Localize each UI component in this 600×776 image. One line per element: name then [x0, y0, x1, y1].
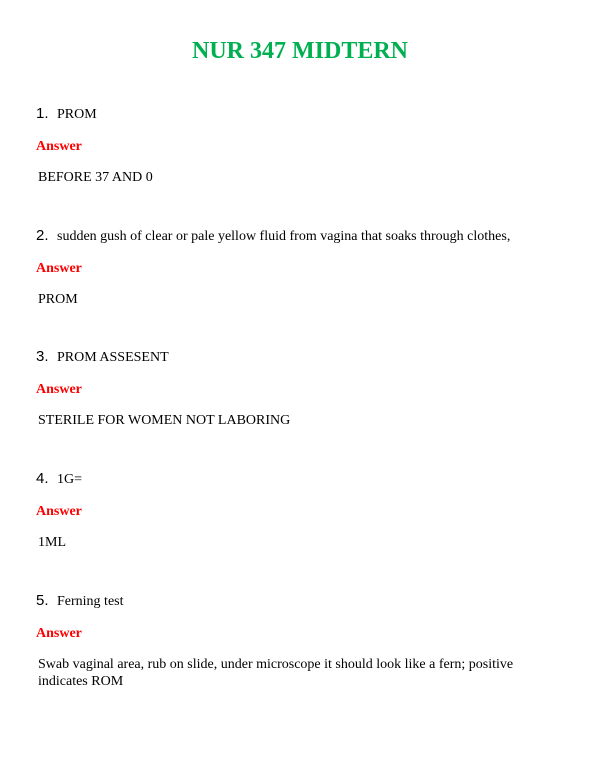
question-number: 3. — [36, 348, 49, 365]
question-text: PROM ASSESENT — [57, 350, 169, 365]
answer-text: Swab vaginal area, rub on slide, under microscope it should look like a fern; positive indicates ROM — [38, 657, 514, 689]
document-title: NUR 347 MIDTERN — [192, 38, 408, 64]
question-number: 4. — [36, 470, 49, 487]
answer-label: Answer — [36, 139, 82, 154]
question-number: 5. — [36, 592, 49, 609]
answer-text: STERILE FOR WOMEN NOT LABORING — [38, 413, 291, 428]
question-text: sudden gush of clear or pale yellow fluid from vagina that soaks through clothes, — [57, 229, 511, 244]
answer-text: 1ML — [38, 535, 66, 550]
question-number: 1. — [36, 105, 49, 122]
question-text: 1G= — [57, 472, 83, 487]
question-text: Ferning test — [57, 594, 124, 609]
question-line — [36, 592, 566, 612]
question-number: 2. — [36, 227, 49, 244]
answer-label: Answer — [36, 261, 82, 276]
answer-text: PROM — [38, 292, 78, 307]
answer-label: Answer — [36, 382, 82, 397]
answer-label: Answer — [36, 626, 82, 641]
answer-label: Answer — [36, 504, 82, 519]
question-text: PROM — [57, 107, 97, 122]
question-line — [36, 227, 566, 247]
question-line — [36, 470, 566, 490]
question-item-5 — [36, 592, 566, 690]
question-item-1 — [36, 105, 566, 186]
question-item-3 — [36, 348, 566, 429]
question-line — [36, 348, 566, 368]
answer-text: BEFORE 37 AND 0 — [38, 170, 153, 185]
question-item-4 — [36, 470, 566, 551]
question-item-2 — [36, 227, 566, 308]
question-line — [36, 105, 566, 125]
